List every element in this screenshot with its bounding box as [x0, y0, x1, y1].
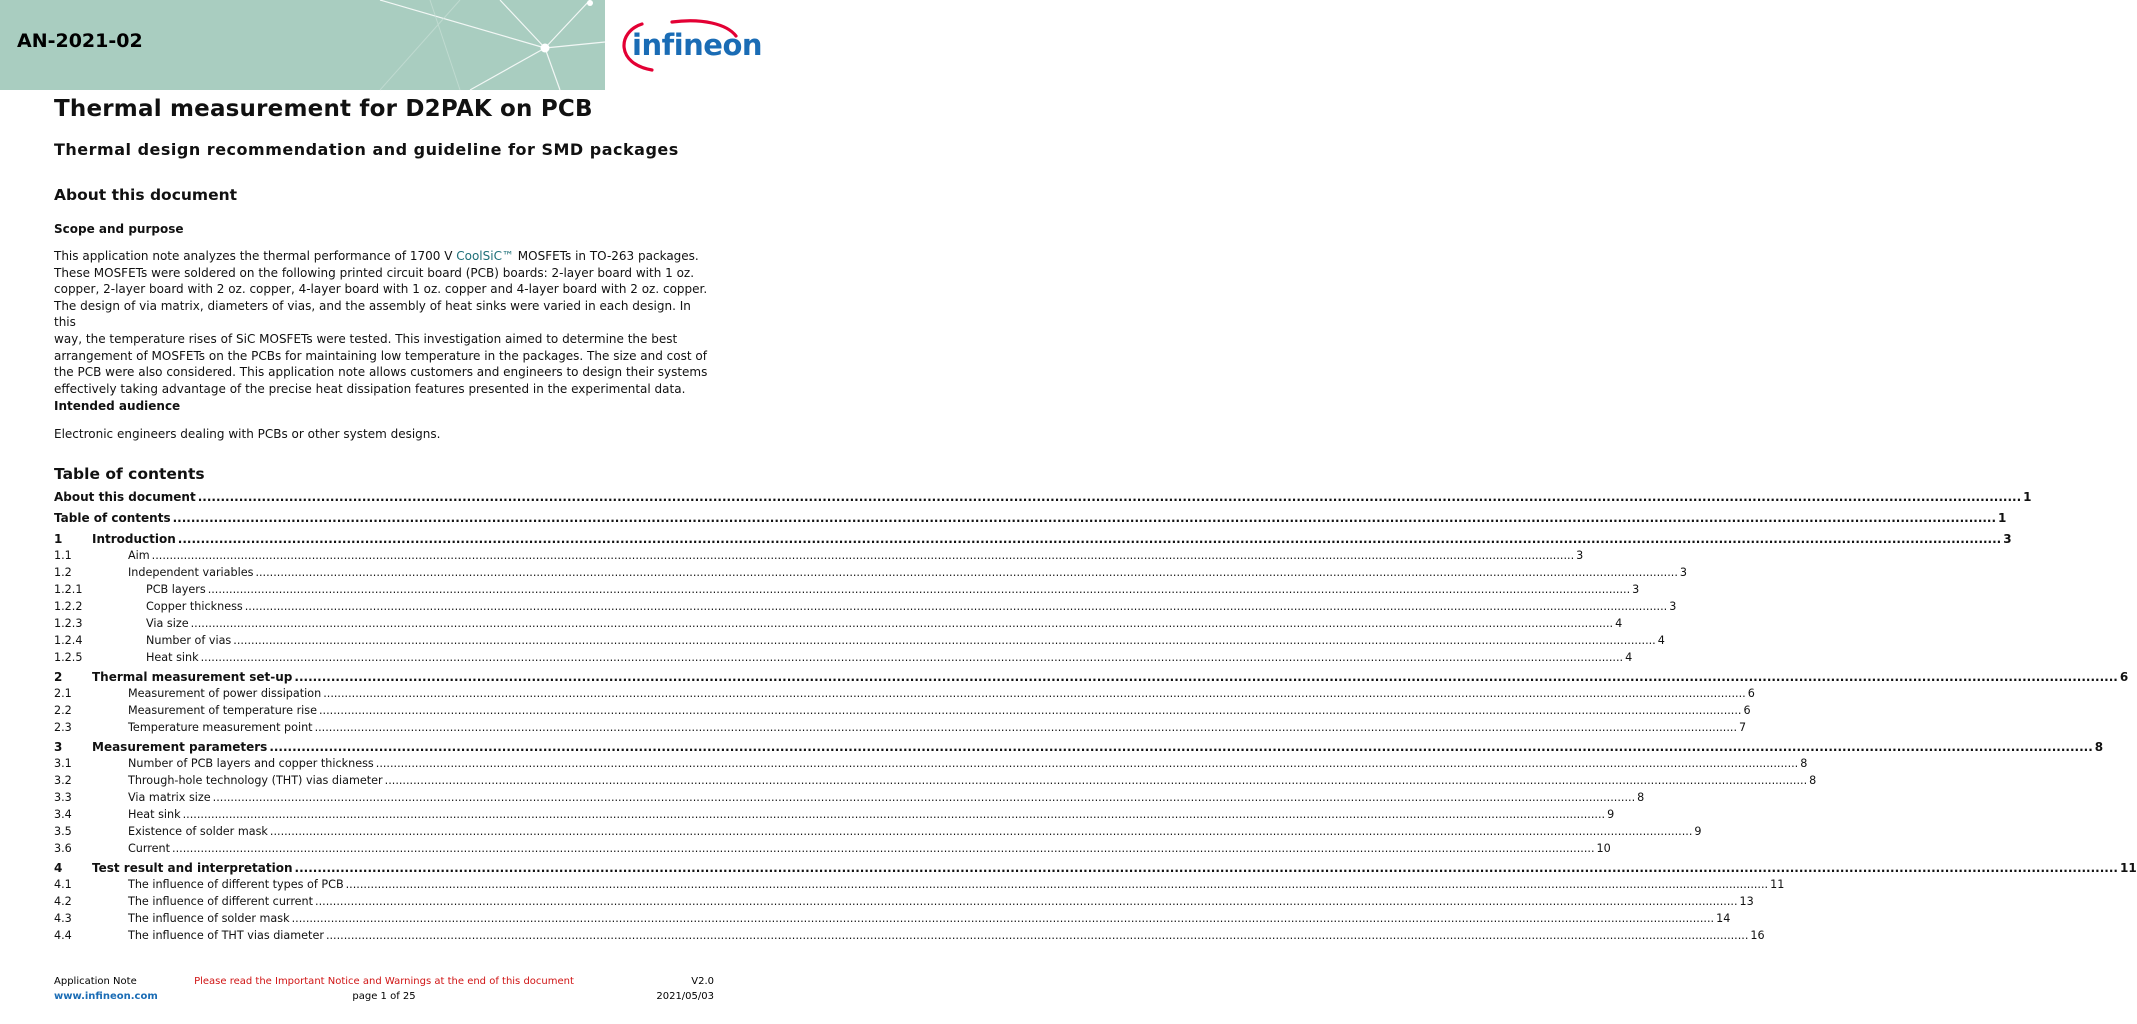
toc-leader-dots: ................................................................................................................................................................................................................................................................................................................................................................................................................: [319, 704, 1742, 717]
toc-entry-label: Via size: [146, 617, 189, 630]
toc-entry-page: 7: [1739, 721, 1747, 734]
toc-entry[interactable]: [54, 721, 1747, 734]
toc-entry-number: 4.3: [54, 912, 72, 925]
toc-heading: Table of contents: [54, 465, 205, 483]
toc-entry-number: 1.2.5: [54, 651, 83, 664]
toc-leader-dots: ................................................................................................................................................................................................................................................................................................................................................................................................................: [212, 791, 1636, 804]
toc-leader-dots: ................................................................................................................................................................................................................................................................................................................................................................................................................: [291, 912, 1715, 925]
toc-entry[interactable]: [54, 532, 2012, 546]
footer-date: 2021/05/03: [656, 991, 714, 1002]
scope-line: [54, 364, 714, 381]
toc-entry-number: 1.1: [54, 549, 72, 562]
toc-leader-dots: ................................................................................................................................................................................................................................................................................................................................................................................................................: [294, 861, 2118, 875]
scope-text: These MOSFETs were soldered on the following printed circuit board (PCB) boards: 2-layer board with 1 oz.: [54, 265, 695, 280]
audience-heading: Intended audience: [54, 399, 181, 413]
toc-entry-page: 6: [1743, 704, 1751, 717]
toc-entry[interactable]: [54, 808, 1615, 821]
toc-leader-dots: ................................................................................................................................................................................................................................................................................................................................................................................................................: [269, 740, 2093, 754]
scope-line: [54, 281, 714, 298]
scope-text: effectively taking advantage of the precise heat dissipation features presented in the experimental data.: [54, 381, 686, 396]
toc-entry-number: 3.5: [54, 825, 72, 838]
toc-entry-label: Current: [128, 842, 171, 855]
toc-entry-number: 4: [54, 861, 63, 875]
toc-entry-label: PCB layers: [146, 583, 206, 596]
toc-entry-page: 6: [2119, 670, 2129, 684]
toc-leader-dots: ................................................................................................................................................................................................................................................................................................................................................................................................................: [244, 600, 1668, 613]
toc-entry-label: Temperature measurement point: [128, 721, 313, 734]
toc-entry-page: 3: [1632, 583, 1640, 596]
toc-entry[interactable]: [54, 549, 1584, 562]
toc-entry-page: 8: [2094, 740, 2104, 754]
toc-entry-label: Test result and interpretation: [92, 861, 293, 875]
toc-entry[interactable]: [54, 929, 1765, 942]
toc-entry-label: Number of PCB layers and copper thickness: [128, 757, 374, 770]
toc-entry-number: 4.1: [54, 878, 72, 891]
document-subtitle: Thermal design recommendation and guideline for SMD packages: [54, 140, 679, 159]
toc-leader-dots: ................................................................................................................................................................................................................................................................................................................................................................................................................: [345, 878, 1769, 891]
toc-entry-number: 4.2: [54, 895, 72, 908]
toc-entry-label: Via matrix size: [128, 791, 211, 804]
toc-entry-page: 8: [1637, 791, 1645, 804]
toc-entry-number: 3.3: [54, 791, 72, 804]
toc-entry[interactable]: [54, 825, 1702, 838]
toc-entry-page: 14: [1716, 912, 1731, 925]
footer-website-link[interactable]: www.infineon.com: [54, 991, 158, 1002]
toc-entry-label: Measurement of temperature rise: [128, 704, 317, 717]
toc-entry-page: 13: [1739, 895, 1754, 908]
scope-line: [54, 298, 714, 331]
toc-leader-dots: ................................................................................................................................................................................................................................................................................................................................................................................................................: [323, 687, 1746, 700]
toc-entry-number: 1.2.4: [54, 634, 83, 647]
coolsic-brand: CoolSiC™: [456, 249, 514, 263]
toc-entry-page: 16: [1750, 929, 1765, 942]
audience-text: Electronic engineers dealing with PCBs or other system designs.: [54, 427, 441, 441]
toc-entry-page: 4: [1625, 651, 1633, 664]
toc-entry[interactable]: [54, 774, 1817, 787]
toc-leader-dots: ................................................................................................................................................................................................................................................................................................................................................................................................................: [172, 511, 1997, 525]
toc-entry[interactable]: [54, 895, 1754, 908]
toc-leader-dots: ................................................................................................................................................................................................................................................................................................................................................................................................................: [384, 774, 1808, 787]
toc-leader-dots: ................................................................................................................................................................................................................................................................................................................................................................................................................: [197, 490, 2022, 504]
toc-entry[interactable]: [54, 511, 2007, 525]
toc-entry-page: 11: [1770, 878, 1785, 891]
toc-entry[interactable]: [54, 912, 1731, 925]
toc-leader-dots: ................................................................................................................................................................................................................................................................................................................................................................................................................: [172, 842, 1595, 855]
toc-entry-page: 1: [2023, 490, 2032, 504]
toc-entry-number: 2.2: [54, 704, 72, 717]
toc-entry-page: 11: [2119, 861, 2137, 875]
toc-entry-number: 1.2.2: [54, 600, 83, 613]
scope-line: [54, 248, 714, 265]
toc-entry-page: 3: [1576, 549, 1584, 562]
toc-entry-label: Independent variables: [128, 566, 254, 579]
toc-entry[interactable]: [54, 757, 1808, 770]
toc-entry[interactable]: [54, 617, 1623, 630]
toc-entry-number: 1.2: [54, 566, 72, 579]
toc-leader-dots: ................................................................................................................................................................................................................................................................................................................................................................................................................: [294, 670, 2118, 684]
toc-leader-dots: ................................................................................................................................................................................................................................................................................................................................................................................................................: [255, 566, 1678, 579]
toc-entry[interactable]: [54, 566, 1688, 579]
toc-leader-dots: ................................................................................................................................................................................................................................................................................................................................................................................................................: [200, 651, 1624, 664]
toc-leader-dots: ................................................................................................................................................................................................................................................................................................................................................................................................................: [315, 895, 1738, 908]
scope-line: [54, 348, 714, 365]
toc-entry-label: Thermal measurement set-up: [92, 670, 293, 684]
toc-entry-number: 3.2: [54, 774, 72, 787]
toc-entry[interactable]: [54, 861, 2137, 875]
about-heading: About this document: [54, 186, 238, 204]
scope-text: The design of via matrix, diameters of vias, and the assembly of heat sinks were varied in each design. In this: [54, 298, 691, 330]
footer-version: V2.0: [691, 976, 714, 987]
toc-entry-page: 4: [1615, 617, 1623, 630]
toc-entry-number: 3.4: [54, 808, 72, 821]
toc-leader-dots: ................................................................................................................................................................................................................................................................................................................................................................................................................: [190, 617, 1614, 630]
footer-doc-type: Application Note: [54, 976, 137, 987]
scope-line: [54, 265, 714, 282]
toc-leader-dots: ................................................................................................................................................................................................................................................................................................................................................................................................................: [177, 532, 2002, 546]
toc-entry-label: Measurement parameters: [92, 740, 268, 754]
scope-text: way, the temperature rises of SiC MOSFETs were tested. This investigation aimed to determine the best: [54, 331, 678, 346]
toc-entry-number: 2: [54, 670, 63, 684]
toc-entry-label: Existence of solder mask: [128, 825, 268, 838]
toc-leader-dots: ................................................................................................................................................................................................................................................................................................................................................................................................................: [182, 808, 1606, 821]
toc-entry-page: 3: [1669, 600, 1677, 613]
scope-paragraph: [54, 248, 714, 397]
scope-text: the PCB were also considered. This application note allows customers and engineers to design their systems: [54, 365, 708, 380]
toc-entry-label: The influence of different types of PCB: [128, 878, 344, 891]
toc-entry-page: 8: [1809, 774, 1817, 787]
footer-page-number: page 1 of 25: [352, 991, 416, 1002]
toc-leader-dots: ................................................................................................................................................................................................................................................................................................................................................................................................................: [151, 549, 1575, 562]
toc-leader-dots: ................................................................................................................................................................................................................................................................................................................................................................................................................: [375, 757, 1799, 770]
toc-entry-number: 1: [54, 532, 63, 546]
document-id: AN-2021-02: [17, 30, 143, 52]
toc-entry[interactable]: [54, 670, 2129, 684]
footer-notice: Please read the Important Notice and Warnings at the end of this document: [194, 976, 574, 987]
toc-entry-label: Introduction: [92, 532, 176, 546]
toc-entry-page: 1: [1998, 511, 2007, 525]
toc-entry-label: Table of contents: [54, 511, 171, 525]
toc-entry-number: 1.2.3: [54, 617, 83, 630]
toc-entry-number: 2.1: [54, 687, 72, 700]
toc-entry[interactable]: [54, 842, 1611, 855]
toc-entry[interactable]: [54, 583, 1640, 596]
scope-text: arrangement of MOSFETs on the PCBs for maintaining low temperature in the packages. The size and cost of: [54, 348, 707, 363]
scope-line: [54, 381, 714, 398]
toc-entry-label: Copper thickness: [146, 600, 243, 613]
toc-leader-dots: ................................................................................................................................................................................................................................................................................................................................................................................................................: [314, 721, 1738, 734]
scope-text: copper, 2-layer board with 2 oz. copper, 4-layer board with 1 oz. copper and 4-layer board with 2 oz. copper.: [54, 282, 708, 297]
infineon-logo-text: infineon: [632, 28, 763, 62]
toc-leader-dots: ................................................................................................................................................................................................................................................................................................................................................................................................................: [269, 825, 1693, 838]
toc-entry[interactable]: [54, 651, 1633, 664]
toc-entry-number: 3.1: [54, 757, 72, 770]
toc-leader-dots: ................................................................................................................................................................................................................................................................................................................................................................................................................: [233, 634, 1656, 647]
toc-entry[interactable]: [54, 740, 2104, 754]
scope-line: [54, 331, 714, 348]
toc-leader-dots: ................................................................................................................................................................................................................................................................................................................................................................................................................: [207, 583, 1631, 596]
toc-entry[interactable]: [54, 600, 1677, 613]
toc-entry[interactable]: [54, 704, 1751, 717]
toc-entry-label: Number of vias: [146, 634, 232, 647]
toc-entry-label: Through-hole technology (THT) vias diameter: [128, 774, 383, 787]
scope-text: MOSFETs in TO-263 packages.: [513, 249, 699, 263]
toc-entry-label: The influence of different current: [128, 895, 314, 908]
toc-entry-page: 10: [1596, 842, 1611, 855]
toc-entry-page: 4: [1657, 634, 1665, 647]
scope-text: This application note analyzes the thermal performance of 1700 V: [54, 249, 457, 263]
toc-entry-label: The influence of solder mask: [128, 912, 290, 925]
toc-entry[interactable]: [54, 791, 1645, 804]
toc-entry[interactable]: [54, 687, 1755, 700]
toc-entry-page: 8: [1800, 757, 1808, 770]
toc-entry-number: 3: [54, 740, 63, 754]
toc-leader-dots: ................................................................................................................................................................................................................................................................................................................................................................................................................: [325, 929, 1749, 942]
toc-entry-label: Aim: [128, 549, 150, 562]
scope-heading: Scope and purpose: [54, 222, 184, 236]
toc-entry-page: 9: [1607, 808, 1615, 821]
toc-entry-label: The influence of THT vias diameter: [128, 929, 324, 942]
toc-entry-page: 3: [1679, 566, 1688, 579]
toc-entry[interactable]: [54, 634, 1665, 647]
toc-entry-number: 4.4: [54, 929, 72, 942]
toc-entry-label: Measurement of power dissipation: [128, 687, 322, 700]
toc-entry[interactable]: [54, 878, 1785, 891]
toc-entry-label: Heat sink: [128, 808, 181, 821]
toc-entry-page: 6: [1747, 687, 1755, 700]
toc-entry-page: 3: [2003, 532, 2012, 546]
toc-entry[interactable]: [54, 490, 2032, 504]
toc-entry-number: 1.2.1: [54, 583, 83, 596]
toc-entry-label: About this document: [54, 490, 196, 504]
document-title: Thermal measurement for D2PAK on PCB: [54, 96, 593, 122]
toc-entry-number: 3.6: [54, 842, 72, 855]
toc-entry-number: 2.3: [54, 721, 72, 734]
toc-entry-page: 9: [1694, 825, 1702, 838]
toc-entry-label: Heat sink: [146, 651, 199, 664]
